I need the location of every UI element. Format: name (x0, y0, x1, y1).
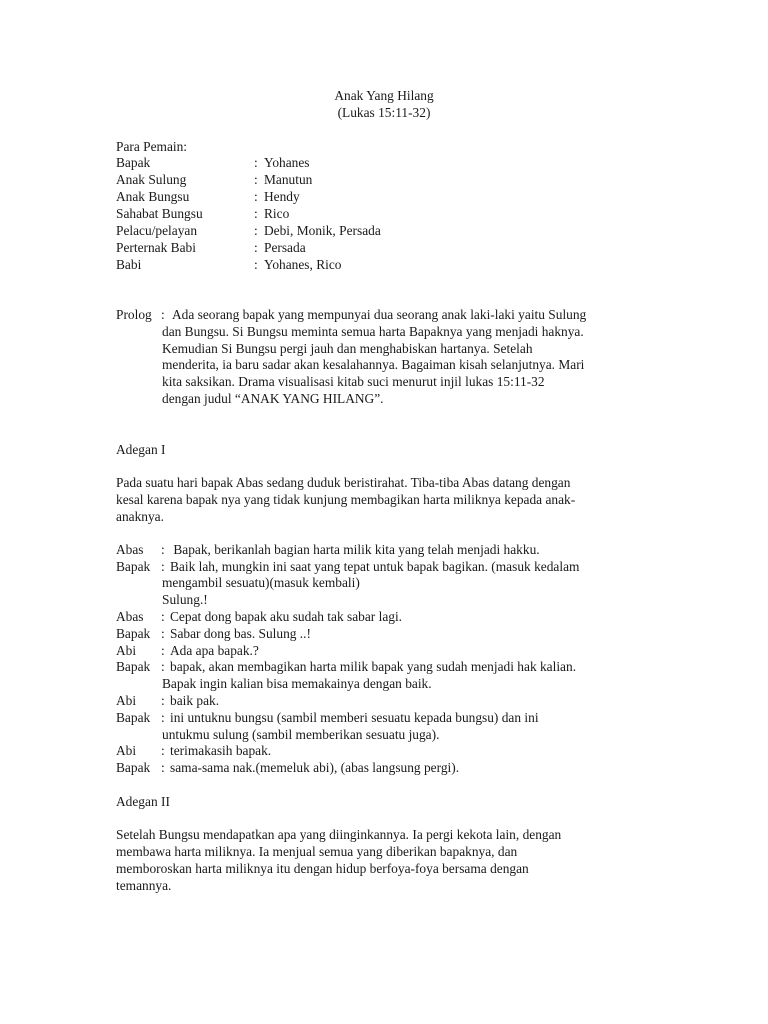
dialogue-line: mengambil sesuatu)(masuk kembali) (162, 575, 360, 590)
speaker-name: Abi (116, 693, 137, 708)
cast-role: Babi (116, 257, 142, 272)
cast-row (0, 155, 768, 172)
cast-separator: : (254, 257, 258, 272)
cast-role: Pelacu/pelayan (116, 223, 198, 238)
speaker-name: Bapak (116, 760, 151, 775)
narration-line: Pada suatu hari bapak Abas sedang duduk beristirahat. Tiba-tiba Abas datang dengan (116, 475, 571, 490)
dialogue-line: sama-sama nak.(memeluk abi), (abas langsung pergi). (170, 760, 460, 775)
dialogue-separator: : (161, 743, 165, 758)
speaker-name: Abas (116, 609, 144, 624)
cast-role: Anak Bungsu (116, 189, 190, 204)
cast-row (0, 240, 768, 257)
cast-role: Anak Sulung (116, 172, 187, 187)
dialogue-line: Sabar dong bas. Sulung ..! (170, 626, 311, 641)
dialogue-separator: : (161, 693, 165, 708)
dialogue-separator: : (161, 643, 165, 658)
dialogue-line: untukmu sulung (sambil memberikan sesuatu juga). (162, 727, 440, 742)
cast-row (0, 189, 768, 206)
scene-heading: Adegan II (116, 794, 170, 809)
cast-row (0, 206, 768, 223)
dialogue-separator: : (161, 659, 165, 674)
cast-actor: Manutun (264, 172, 313, 187)
cast-separator: : (254, 189, 258, 204)
speaker-name: Bapak (116, 626, 151, 641)
cast-actor: Rico (264, 206, 290, 221)
cast-actor: Yohanes (264, 155, 310, 170)
dialogue-separator: : (161, 626, 165, 641)
narration-line: temannya. (116, 878, 172, 893)
document-title: Anak Yang Hilang (334, 88, 434, 103)
dialogue-line: Sulung.! (162, 592, 208, 607)
dialogue-separator: : (161, 609, 165, 624)
cast-separator: : (254, 223, 258, 238)
dialogue-separator: : (161, 559, 165, 574)
dialogue-line: Baik lah, mungkin ini saat yang tepat untuk bapak bagikan. (masuk kedalam (170, 559, 580, 574)
narration-line: Setelah Bungsu mendapatkan apa yang diinginkannya. Ia pergi kekota lain, dengan (116, 827, 562, 842)
scene-heading: Adegan I (116, 442, 166, 457)
cast-separator: : (254, 206, 258, 221)
cast-role: Sahabat Bungsu (116, 206, 203, 221)
speaker-name: Abi (116, 643, 137, 658)
prolog-line: menderita, ia baru sadar akan kesalahannya. Bagaiman kisah selanjutnya. Mari (162, 357, 585, 372)
cast-row (0, 223, 768, 240)
cast-actor: Hendy (264, 189, 300, 204)
narration-line: kesal karena bapak nya yang tidak kunjung membagikan harta miliknya kepada anak- (116, 492, 576, 507)
cast-separator: : (254, 172, 258, 187)
narration-line: memboroskan harta miliknya itu dengan hidup berfoya-foya bersama dengan (116, 861, 529, 876)
dialogue-line: bapak, akan membagikan harta milik bapak yang sudah menjadi hak kalian. (170, 659, 577, 674)
cast-separator: : (254, 240, 258, 255)
prolog-line: dan Bungsu. Si Bungsu meminta semua harta Bapaknya yang menjadi haknya. (162, 324, 584, 339)
cast-actor: Persada (264, 240, 306, 255)
dialogue-line: Ada apa bapak.? (170, 643, 259, 658)
cast-row (0, 172, 768, 189)
dialogue-separator: : (161, 542, 165, 557)
prolog-line: kita saksikan. Drama visualisasi kitab suci menurut injil lukas 15:11-32 (162, 374, 545, 389)
dialogue-separator: : (161, 760, 165, 775)
speaker-name: Abas (116, 542, 144, 557)
document-subtitle: (Lukas 15:11-32) (337, 105, 431, 120)
narration-line: anaknya. (116, 509, 164, 524)
cast-role: Bapak (116, 155, 151, 170)
narration-line: membawa harta miliknya. Ia menjual semua yang diberikan bapaknya, dan (116, 844, 518, 859)
dialogue-line: baik pak. (170, 693, 220, 708)
prolog-separator: : (161, 307, 165, 322)
prolog-line: Kemudian Si Bungsu pergi jauh dan menghabiskan hartanya. Setelah (162, 341, 533, 356)
dialogue-line: ini untuknu bungsu (sambil memberi sesuatu kepada bungsu) dan ini (170, 710, 539, 725)
dialogue-separator: : (161, 710, 165, 725)
speaker-name: Bapak (116, 659, 151, 674)
cast-heading: Para Pemain: (116, 139, 188, 154)
dialogue-line: Cepat dong bapak aku sudah tak sabar lagi. (170, 609, 403, 624)
cast-role: Perternak Babi (116, 240, 196, 255)
dialogue-line: Bapak ingin kalian bisa memakainya dengan baik. (162, 676, 432, 691)
speaker-name: Abi (116, 743, 137, 758)
cast-actor: Debi, Monik, Persada (264, 223, 381, 238)
cast-row (0, 257, 768, 274)
prolog-line: dengan judul “ANAK YANG HILANG”. (162, 391, 384, 406)
speaker-name: Bapak (116, 559, 151, 574)
prolog-label: Prolog (116, 307, 152, 322)
speaker-name: Bapak (116, 710, 151, 725)
cast-actor: Yohanes, Rico (264, 257, 342, 272)
cast-separator: : (254, 155, 258, 170)
dialogue-line: Bapak, berikanlah bagian harta milik kita yang telah menjadi hakku. (170, 542, 540, 557)
prolog-line: Ada seorang bapak yang mempunyai dua seorang anak laki-laki yaitu Sulung (172, 307, 587, 322)
dialogue-line: terimakasih bapak. (170, 743, 272, 758)
